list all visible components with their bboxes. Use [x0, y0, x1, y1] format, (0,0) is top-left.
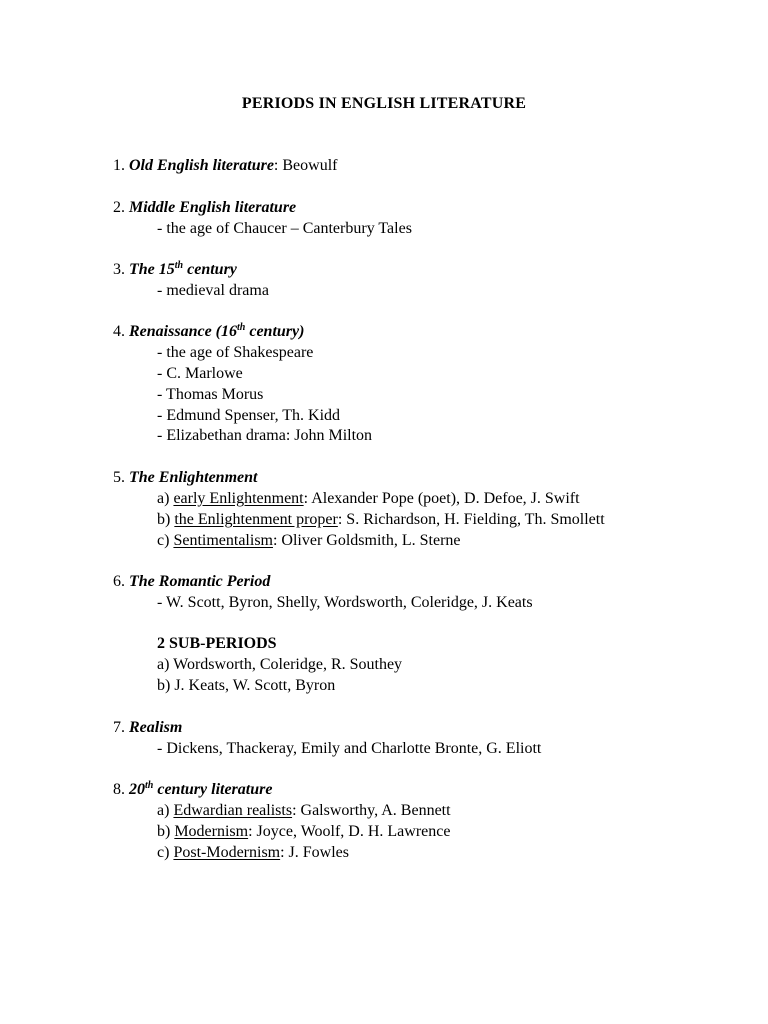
list-item [157, 510, 605, 530]
item-prefix: a) [157, 802, 174, 819]
item-term: Post-Modernism [173, 844, 281, 861]
item-prefix: b) [157, 823, 175, 840]
section-title [129, 781, 272, 798]
item-prefix: b) [157, 511, 175, 528]
item-term: Sentimentalism [173, 532, 273, 549]
superscript: th [174, 260, 184, 271]
list-item: a) Wordsworth, Coleridge, R. Southey [157, 656, 403, 673]
section-2-heading [113, 198, 296, 218]
list-item: - medieval drama [157, 282, 269, 299]
section-title-text: The 15 [129, 261, 175, 278]
superscript: th [237, 322, 246, 333]
sub-heading: 2 SUB-PERIODS [157, 635, 277, 652]
section-number: 6. [113, 573, 129, 590]
section-title-text: Renaissance (16 [129, 323, 237, 340]
item-text: : Galsworthy, A. Bennett [292, 802, 451, 819]
section-title: The Romantic Period [129, 573, 271, 590]
item-prefix: c) [157, 532, 174, 549]
section-title: The Enlightenment [129, 469, 258, 486]
section-number: 7. [113, 719, 129, 736]
list-item: - Dickens, Thackeray, Emily and Charlotte Bronte, G. Eliott [157, 740, 542, 757]
list-item [157, 822, 450, 842]
list-item: b) J. Keats, W. Scott, Byron [157, 677, 336, 694]
section-number: 3. [113, 261, 129, 278]
list-item [157, 531, 461, 551]
item-prefix: c) [157, 844, 174, 861]
section-title-text: century [183, 261, 237, 278]
section-4-heading [113, 322, 304, 342]
item-text: : Joyce, Woolf, D. H. Lawrence [248, 823, 451, 840]
section-number: 2. [113, 199, 129, 216]
section-text: : Beowulf [273, 157, 338, 174]
list-item [157, 843, 349, 863]
list-item: - Thomas Morus [157, 386, 264, 403]
list-item: - Elizabethan drama: John Milton [157, 427, 373, 444]
list-item: - C. Marlowe [157, 365, 243, 382]
section-8-heading [113, 780, 272, 800]
superscript: th [145, 780, 154, 791]
item-prefix: a) [157, 490, 174, 507]
list-item: - Edmund Spenser, Th. Kidd [157, 407, 341, 424]
section-title: Middle English literature [129, 199, 297, 216]
section-title: Old English literature [129, 157, 274, 174]
list-item: - the age of Shakespeare [157, 344, 314, 361]
section-number: 4. [113, 323, 129, 340]
item-text: : J. Fowles [280, 844, 350, 861]
section-number: 8. [113, 781, 129, 798]
list-item: - the age of Chaucer – Canterbury Tales [157, 220, 412, 237]
item-text: : Alexander Pope (poet), D. Defoe, J. Swift [303, 490, 580, 507]
section-3-heading [113, 260, 237, 280]
section-1-heading [113, 156, 337, 176]
item-term: early Enlightenment [173, 490, 304, 507]
section-number: 1. [113, 157, 129, 174]
list-item [157, 489, 580, 509]
section-title-text: century literature [153, 781, 273, 798]
item-term: Modernism [174, 823, 249, 840]
section-number: 5. [113, 469, 129, 486]
section-title [129, 323, 304, 340]
section-5-heading [113, 468, 257, 488]
section-title-text: century) [245, 323, 305, 340]
document-title: PERIODS IN ENGLISH LITERATURE [241, 95, 527, 112]
item-text: : S. Richardson, H. Fielding, Th. Smollett [337, 511, 605, 528]
list-item: - W. Scott, Byron, Shelly, Wordsworth, Coleridge, J. Keats [157, 594, 533, 611]
item-text: : Oliver Goldsmith, L. Sterne [272, 532, 461, 549]
section-7-heading [113, 718, 182, 738]
section-title-text: 20 [129, 781, 145, 798]
item-term: Edwardian realists [173, 802, 293, 819]
section-6-heading [113, 572, 270, 592]
list-item [157, 801, 451, 821]
item-term: the Enlightenment proper [174, 511, 338, 528]
section-title [129, 261, 237, 278]
section-title: Realism [129, 719, 183, 736]
